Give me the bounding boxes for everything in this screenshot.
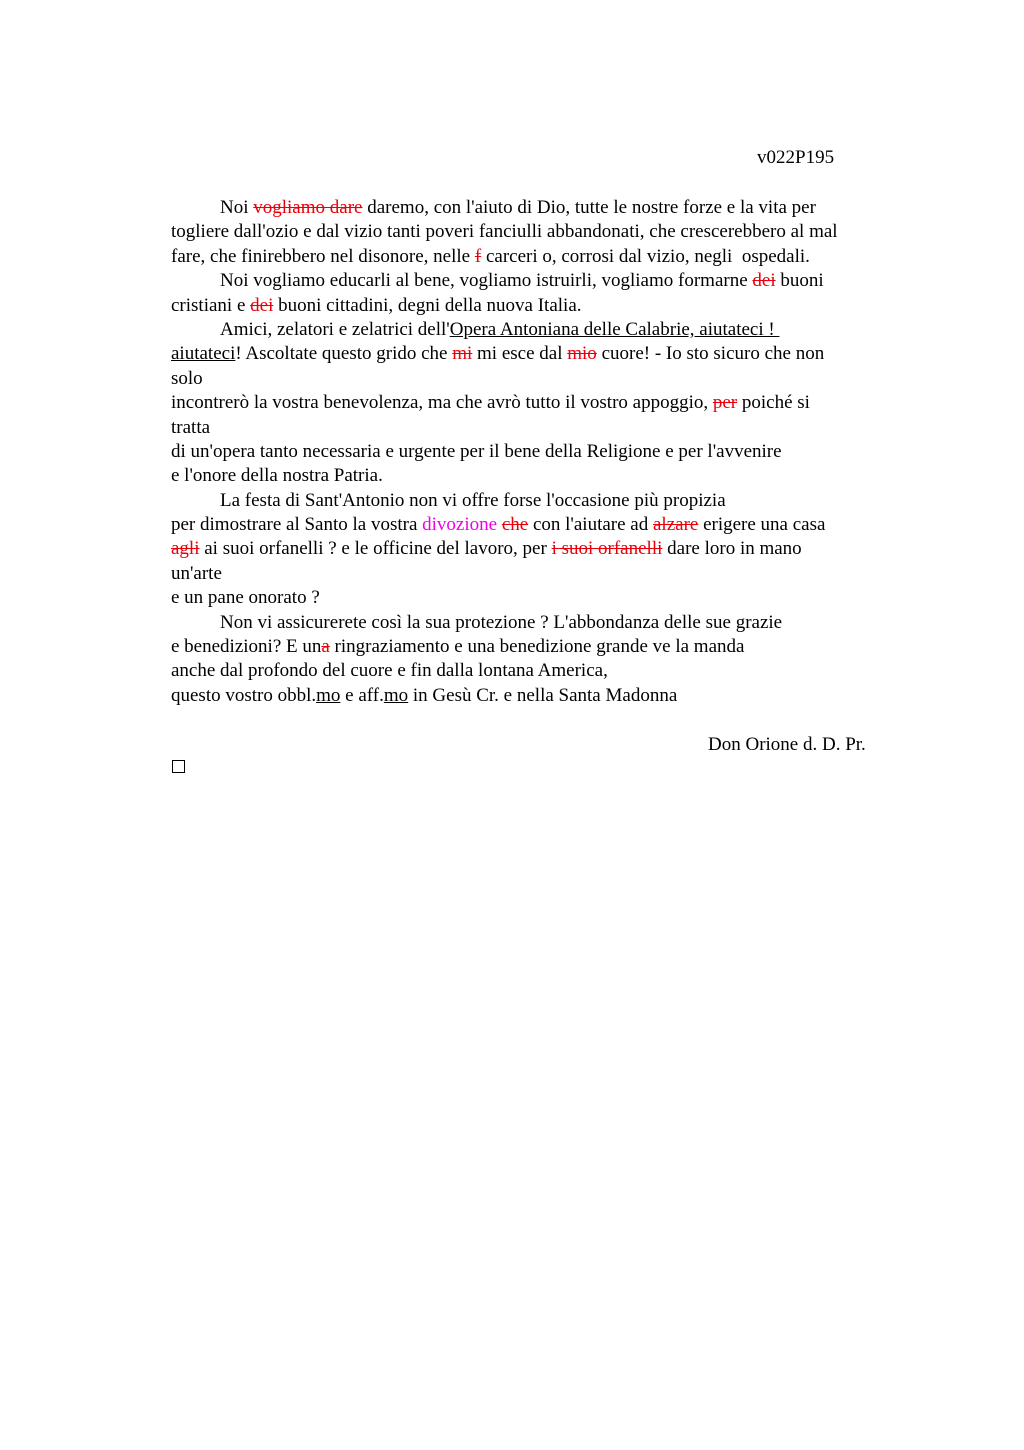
text-run: fare, che finirebbero nel disonore, nelle bbox=[171, 245, 475, 267]
text-run: ringraziamento e una benedizione grande ve la manda bbox=[329, 636, 745, 658]
underlined-text: Opera Antoniana delle Calabrie, aiutateci ! bbox=[449, 318, 780, 340]
text-run: e benedizioni? E un bbox=[171, 636, 322, 658]
text-line bbox=[171, 513, 911, 537]
text-run: un'arte bbox=[171, 562, 222, 584]
text-run: dare loro in mano bbox=[662, 538, 802, 560]
empty-square-icon bbox=[172, 760, 185, 773]
deleted-text: mio bbox=[567, 343, 597, 365]
deleted-text: alzare bbox=[652, 514, 699, 536]
deleted-text: a bbox=[321, 636, 330, 658]
text-run: tratta bbox=[171, 416, 211, 438]
underlined-text: mo bbox=[316, 684, 341, 706]
text-run: Non vi assicurerete così la sua protezione ? L'abbondanza delle sue grazie bbox=[220, 611, 783, 633]
text-run: cuore! - Io sto sicuro che non bbox=[596, 343, 825, 365]
text-line bbox=[171, 489, 911, 513]
highlighted-text: divozione bbox=[422, 514, 498, 536]
text-line bbox=[171, 416, 911, 440]
text-run: Noi vogliamo educarli al bene, vogliamo istruirli, vogliamo formarne bbox=[220, 270, 753, 292]
text-run: e un pane onorato ? bbox=[171, 587, 320, 609]
deleted-text: che bbox=[501, 514, 529, 536]
text-run: daremo, con l'aiuto di Dio, tutte le nostre forze e la vita per bbox=[362, 197, 816, 218]
text-line bbox=[171, 464, 911, 488]
deleted-text: agli bbox=[171, 538, 200, 560]
text-line bbox=[171, 586, 911, 610]
text-run: questo vostro obbl. bbox=[171, 684, 317, 706]
text-run: togliere dall'ozio e dal vizio tanti poveri fanciulli abbandonati, che crescerebbero al mal bbox=[171, 221, 838, 243]
text-run: Noi bbox=[220, 197, 254, 218]
text-run: Amici, zelatori e zelatrici dell' bbox=[220, 318, 450, 340]
deleted-text: dei bbox=[752, 270, 776, 292]
text-line bbox=[171, 196, 911, 220]
text-run: ai suoi orfanelli ? e le officine del lavoro, per bbox=[199, 538, 552, 560]
deleted-text: dei bbox=[250, 294, 274, 316]
deleted-text: f bbox=[474, 245, 482, 267]
text-run: buoni bbox=[775, 270, 824, 292]
text-run: e aff. bbox=[340, 684, 384, 706]
text-run: ! Ascoltate questo grido che bbox=[235, 343, 453, 365]
text-run: di un'opera tanto necessaria e urgente per il bene della Religione e per l'avvenire bbox=[171, 440, 782, 462]
text-run: La festa di Sant'Antonio non vi offre forse l'occasione più propizia bbox=[220, 489, 726, 511]
text-line bbox=[171, 684, 911, 708]
text-run: poiché si bbox=[737, 392, 810, 414]
signature: Don Orione d. D. Pr. bbox=[708, 734, 866, 755]
text-run: buoni cittadini, degni della nuova Italia. bbox=[273, 294, 582, 316]
underlined-text: aiutateci bbox=[171, 343, 236, 365]
text-run: erigere una casa bbox=[698, 514, 826, 536]
letter-body bbox=[171, 196, 911, 708]
text-line bbox=[171, 342, 911, 366]
text-line bbox=[171, 659, 911, 683]
deleted-text: vogliamo dare bbox=[253, 197, 363, 218]
text-line bbox=[171, 440, 911, 464]
text-run: anche dal profondo del cuore e fin dalla lontana America, bbox=[171, 660, 608, 682]
text-run: e l'onore della nostra Patria. bbox=[171, 465, 383, 487]
text-line bbox=[171, 562, 911, 586]
text-run: cristiani e bbox=[171, 294, 251, 316]
underlined-text: mo bbox=[383, 684, 409, 706]
text-line bbox=[171, 220, 911, 244]
text-line bbox=[171, 537, 911, 561]
page-id: v022P195 bbox=[757, 147, 835, 168]
text-run: con l'aiutare ad bbox=[528, 514, 653, 536]
deleted-text: mi bbox=[452, 343, 473, 365]
text-line bbox=[171, 245, 911, 269]
text-line bbox=[171, 294, 911, 318]
text-line bbox=[171, 391, 911, 415]
text-run: mi esce dal bbox=[472, 343, 568, 365]
text-line bbox=[171, 318, 911, 342]
text-line bbox=[171, 269, 911, 293]
text-run: in Gesù Cr. e nella Santa Madonna bbox=[408, 684, 678, 706]
text-run: per dimostrare al Santo la vostra bbox=[171, 514, 423, 536]
text-line bbox=[171, 611, 911, 635]
text-run: solo bbox=[171, 367, 203, 389]
deleted-text: per bbox=[712, 392, 738, 414]
text-run: carceri o, corrosi dal vizio, negli ospedali. bbox=[481, 245, 810, 267]
text-run: incontrerò la vostra benevolenza, ma che avrò tutto il vostro appoggio, bbox=[171, 392, 713, 414]
text-line bbox=[171, 367, 911, 391]
text-line bbox=[171, 635, 911, 659]
deleted-text: i suoi orfanelli bbox=[551, 538, 663, 560]
